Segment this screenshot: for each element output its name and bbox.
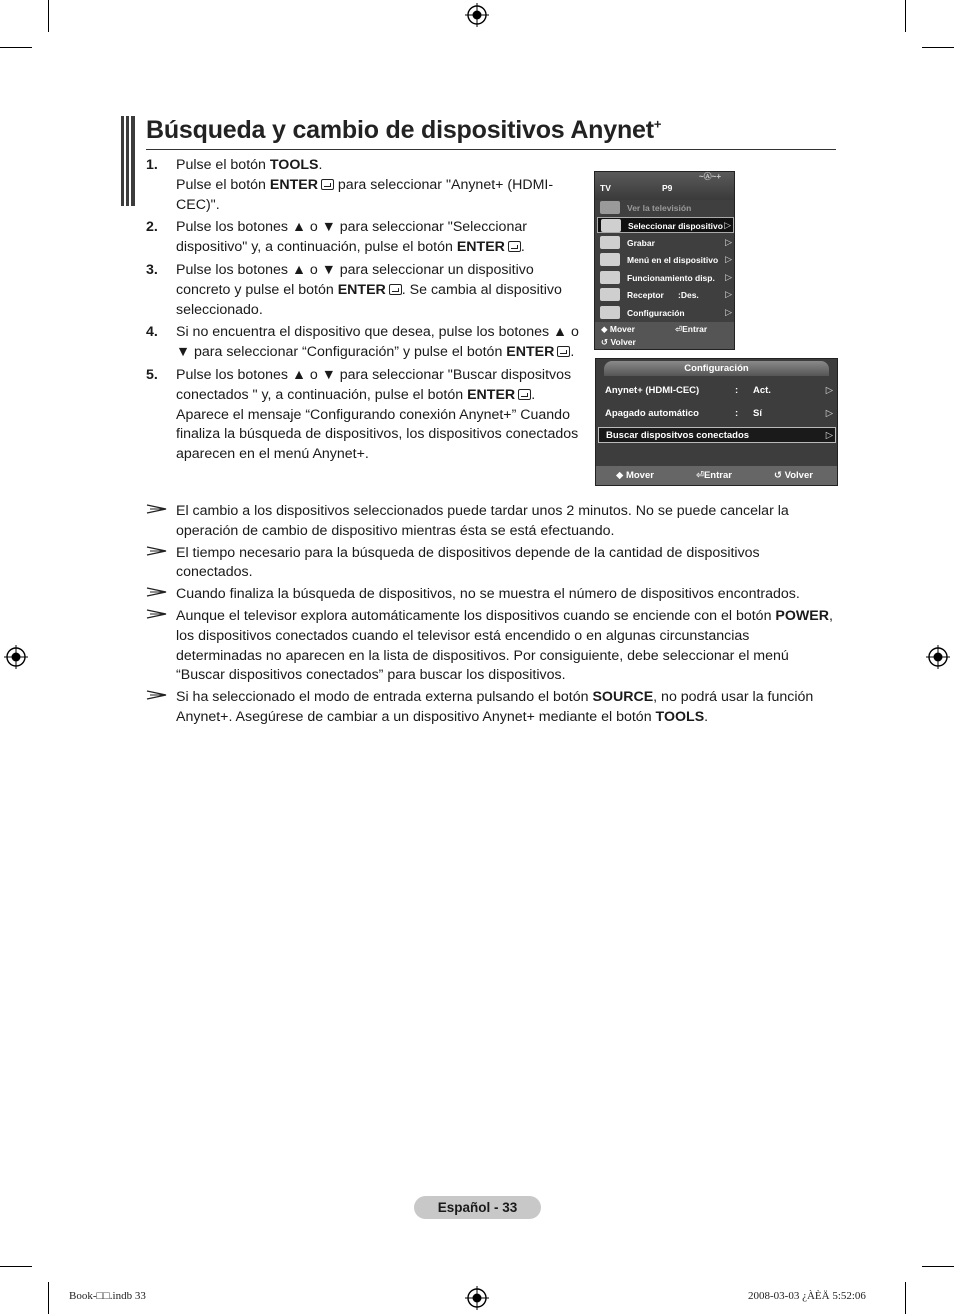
text-run: .	[570, 344, 575, 361]
config-label: Anynet+ (HDMI-CEC)	[605, 385, 700, 396]
registration-mark-icon	[926, 645, 950, 669]
enter-hint: ⏎Entrar	[675, 324, 708, 334]
step-text	[176, 218, 586, 258]
arrow-right-icon: ▷	[825, 385, 833, 396]
text-run: Si ha seleccionado el modo de entrada externa pulsando el botón	[176, 689, 593, 706]
step-item	[146, 366, 586, 465]
anynet-logo-icon: ~Ⓐ~+	[699, 172, 722, 181]
text-run: para seleccionar "Anynet+ (HDMI-CEC)".	[176, 176, 554, 213]
menu-footer	[596, 466, 837, 485]
note-text	[176, 585, 838, 605]
registration-mark-icon	[465, 3, 489, 27]
arrow-right-icon: ▷	[725, 236, 732, 247]
note-item	[146, 688, 838, 728]
text-run: .	[520, 239, 525, 256]
config-label: Apagado automático	[605, 408, 699, 419]
registration-mark-icon	[4, 645, 28, 669]
gear-icon	[600, 306, 620, 319]
crop-mark	[922, 1266, 954, 1267]
text-run: .	[704, 708, 709, 725]
menu-item[interactable]	[597, 270, 734, 286]
crop-mark	[48, 1282, 49, 1314]
channel-label: P9	[662, 183, 673, 193]
note-arrow-icon	[146, 545, 168, 557]
arrow-right-icon: ▷	[825, 430, 833, 441]
menu-item[interactable]	[597, 305, 734, 321]
bold-term: ENTER	[506, 344, 555, 361]
configuration-menu	[595, 358, 838, 486]
receiver-icon	[600, 288, 620, 301]
notes-list	[146, 502, 838, 730]
remote-icon	[601, 219, 621, 232]
arrow-right-icon: ▷	[725, 306, 732, 317]
text-run: , no podrá usar la función Anynet+. Asegúrese de cambiar a un dispositivo Anynet+ mediante el botón	[176, 689, 814, 725]
note-arrow-icon	[146, 503, 168, 515]
crop-mark	[922, 47, 954, 48]
page-number-badge: Español - 33	[414, 1196, 541, 1219]
move-hint: ◆ Mover	[616, 470, 654, 481]
text-run: Aparece el mensaje “Configurando conexión Anynet+” Cuando finaliza la búsqueda de dispositivos, los dispositivos conectados aparecen en el menú Anynet+.	[176, 406, 579, 463]
crop-mark	[0, 47, 32, 48]
bold-term: SOURCE	[592, 689, 654, 706]
menu-footer	[595, 322, 734, 349]
config-colon: :	[735, 408, 739, 419]
text-run: , los dispositivos conectados cuando el televisor está encendido o en algunas circunstancias determinadas no aparecen en la lista de dispositivos. Por consiguiente, debe seleccionar el menú “Buscar dispositivos conectados” para buscar los dispositivos.	[176, 607, 833, 684]
text-run: El tiempo necesario para la búsqueda de dispositivos depende de la cantidad de dispositivos conectados.	[176, 544, 760, 581]
config-row[interactable]	[605, 383, 835, 399]
menu-item[interactable]	[597, 252, 734, 268]
bold-term: ENTER	[337, 281, 386, 298]
back-hint: ↺ Volver	[601, 337, 636, 347]
arrow-right-icon: ▷	[724, 220, 731, 230]
config-value: Sí	[753, 408, 762, 419]
step-item	[146, 156, 586, 215]
config-value: Act.	[753, 385, 771, 396]
note-text	[176, 502, 838, 542]
menu-item[interactable]	[597, 235, 734, 251]
source-label: TV	[600, 183, 611, 193]
search-devices-item[interactable]: Buscar dispositvos conectados ▷	[598, 427, 836, 443]
step-number: 3.	[146, 261, 158, 278]
note-item	[146, 544, 838, 584]
text-run: Pulse el botón	[176, 176, 270, 193]
menu-item[interactable]	[597, 217, 734, 233]
step-item	[146, 261, 586, 320]
arrow-right-icon: ▷	[725, 271, 732, 282]
step-number: 2.	[146, 219, 158, 236]
move-hint: ◆ Mover	[601, 324, 635, 334]
step-text	[176, 156, 586, 215]
note-arrow-icon	[146, 689, 168, 701]
arrow-right-icon: ▷	[825, 408, 833, 419]
registration-mark-icon	[465, 1286, 489, 1310]
crop-mark	[0, 1266, 32, 1267]
text-run: Pulse los botones ▲ o ▼ para seleccionar un dispositivo concreto y pulse el botón	[176, 261, 534, 298]
step-number: 5.	[146, 366, 158, 383]
back-hint: ↺ Volver	[774, 470, 813, 481]
config-colon: :	[735, 385, 739, 396]
note-arrow-icon	[146, 586, 168, 598]
arrow-right-icon: ▷	[725, 254, 732, 264]
bold-term: POWER	[775, 607, 830, 624]
title-decoration	[121, 116, 135, 206]
text-run: Si no encuentra el dispositivo que desea, pulse los botones ▲ o ▼ para seleccionar “Configuración” y pulse el botón	[176, 324, 579, 361]
crop-mark	[905, 1282, 906, 1314]
enter-icon	[557, 346, 570, 357]
note-item	[146, 607, 838, 686]
note-text	[176, 688, 838, 728]
bold-term: ENTER	[456, 239, 505, 256]
text-run: .	[531, 386, 536, 403]
enter-icon	[389, 284, 402, 295]
note-text	[176, 544, 838, 584]
note-item	[146, 585, 838, 605]
step-number: 4.	[146, 324, 158, 341]
bold-term: TOOLS	[269, 157, 319, 173]
device-operation-icon	[600, 271, 620, 284]
crop-mark	[905, 0, 906, 32]
enter-icon	[518, 389, 531, 400]
tv-icon	[600, 201, 620, 214]
menu-item-label: Menú en el dispositivo	[627, 255, 719, 265]
title-rule	[146, 149, 836, 150]
note-item	[146, 502, 838, 542]
bold-term: ENTER	[467, 386, 516, 403]
text-run: Pulse los botones ▲ o ▼ para seleccionar "Seleccionar dispositivo" y, a continuación, pulse el botón	[176, 219, 527, 256]
text-run: Pulse el botón	[176, 157, 270, 173]
menu-header	[595, 172, 734, 200]
menu-item-label: Funcionamiento disp.	[627, 272, 715, 283]
text-run: . Se cambia al dispositivo seleccionado.	[176, 281, 562, 318]
step-number: 1.	[146, 157, 158, 173]
text-run: Cuando finaliza la búsqueda de dispositivos, no se muestra el número de dispositivos encontrados.	[176, 586, 800, 603]
text-run: Aunque el televisor explora automáticamente los dispositivos cuando se enciende con el botón	[176, 607, 776, 624]
config-row[interactable]	[605, 406, 835, 422]
menu-item-label: Receptor :Des.	[627, 290, 699, 300]
enter-icon	[321, 179, 334, 190]
step-text	[176, 323, 586, 363]
note-arrow-icon	[146, 608, 168, 620]
bold-term: TOOLS	[655, 708, 705, 725]
menu-item[interactable]	[597, 287, 734, 303]
device-menu-icon	[600, 253, 620, 266]
enter-hint: ⏎Entrar	[696, 470, 732, 481]
anynet-menu	[594, 171, 735, 350]
bold-term: ENTER	[269, 176, 318, 193]
steps-list	[146, 156, 586, 468]
configuration-title: Configuración	[604, 361, 829, 376]
menu-item-label: Seleccionar dispositivo	[628, 221, 723, 231]
step-text	[176, 366, 586, 465]
text-run: El cambio a los dispositivos seleccionados puede tardar unos 2 minutos. No se puede cancelar la operación de cambio de dispositivo mientras ésta se está efectuando.	[176, 503, 789, 539]
crop-mark	[48, 0, 49, 32]
step-text	[176, 261, 586, 320]
step-item	[146, 323, 586, 363]
menu-item-label: Grabar	[627, 237, 655, 248]
step-item	[146, 218, 586, 258]
menu-item-label: Configuración	[627, 307, 685, 318]
text-run: .	[318, 157, 323, 173]
page-title: Búsqueda y cambio de dispositivos Anynet+	[146, 116, 662, 144]
enter-icon	[508, 241, 521, 252]
menu-subtitle: Ver la televisión	[627, 203, 692, 213]
record-icon	[600, 236, 620, 249]
slug-right: 2008-03-03 ¿ÀÈÄ 5:52:06	[748, 1290, 866, 1302]
slug-left: Book-□□.indb 33	[69, 1290, 146, 1302]
text-run: Pulse los botones ▲ o ▼ para seleccionar "Buscar dispositvos conectados " y, a continuación, pulse el botón	[176, 366, 572, 403]
note-text	[176, 607, 838, 686]
arrow-right-icon: ▷	[725, 289, 732, 299]
